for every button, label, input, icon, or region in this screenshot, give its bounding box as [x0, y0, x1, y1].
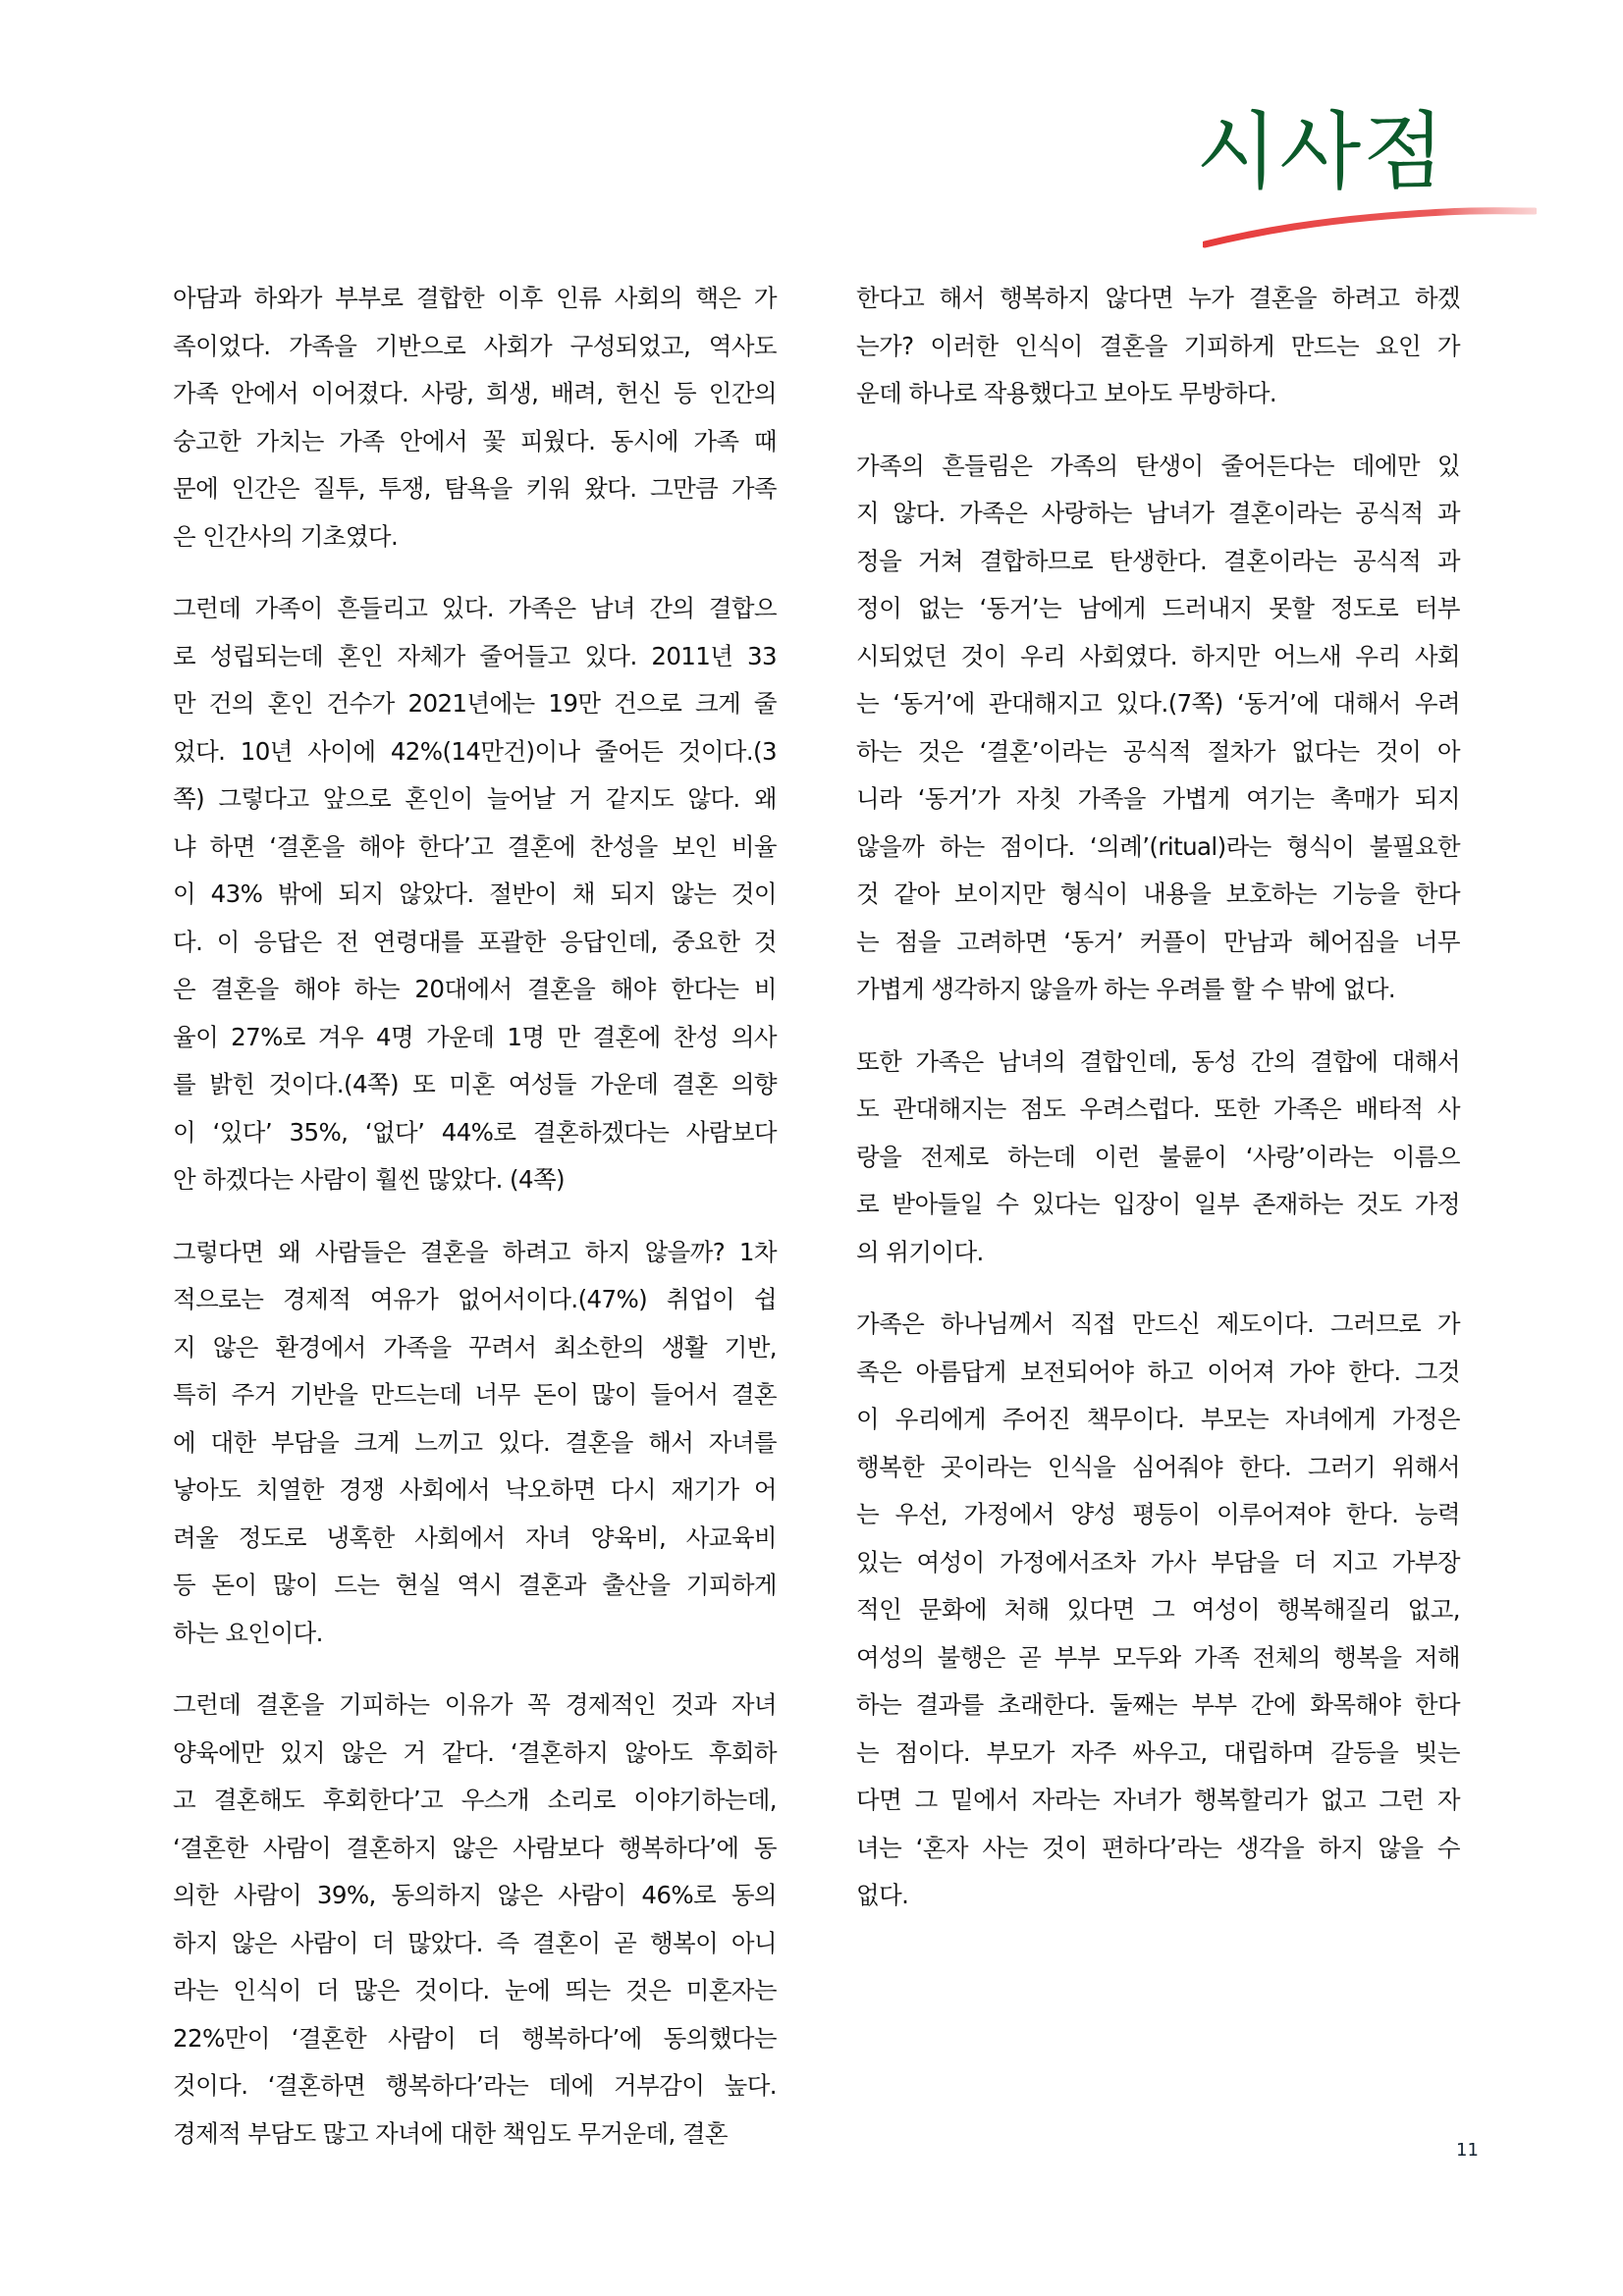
text-line: 특히 주거 기반을 만드는데 너무 돈이 많이 들어서 결혼	[173, 1380, 777, 1409]
text-line: 안 하겠다는 사람이 훨씬 많았다. (4쪽)	[173, 1165, 565, 1194]
text-line: 하는 결과를 초래한다. 둘째는 부부 간에 화목해야 한다	[856, 1690, 1460, 1719]
paragraph	[856, 1301, 1460, 1920]
text-line: 는가? 이러한 인식이 결혼을 기피하게 만드는 요인 가	[856, 331, 1460, 360]
text-line: 운데 하나로 작용했다고 보아도 무방하다.	[856, 379, 1277, 407]
text-line: 랑을 전제로 하는데 이런 불륜이 ‘사랑’이라는 이름으	[856, 1142, 1460, 1171]
text-line: 적으로는 경제적 여유가 없어서이다.(47%) 취업이 쉽	[173, 1285, 777, 1313]
text-line: 경제적 부담도 많고 자녀에 대한 책임도 무거운데, 결혼	[173, 2118, 728, 2148]
text-line: 시되었던 것이 우리 사회였다. 하지만 어느새 우리 사회	[856, 641, 1460, 670]
text-line: 그렇다면 왜 사람들은 결혼을 하려고 하지 않을까? 1차	[173, 1237, 777, 1266]
text-line: 것 같아 보이지만 형식이 내용을 보호하는 기능을 한다	[856, 880, 1460, 908]
text-line: 족은 아름답게 보전되어야 하고 이어져 가야 한다. 그것	[856, 1357, 1460, 1386]
text-line: 라는 인식이 더 많은 것이다. 눈에 띄는 것은 미혼자는	[173, 1976, 777, 2004]
text-line: 도 관대해지는 점도 우려스럽다. 또한 가족은 배타적 사	[856, 1095, 1460, 1123]
text-line: 는 우선, 가정에서 양성 평등이 이루어져야 한다. 능력	[856, 1500, 1460, 1528]
text-line: 고 결혼해도 후회한다’고 우스개 소리로 이야기하는데,	[173, 1786, 777, 1814]
text-line: 녀는 ‘혼자 사는 것이 편하다’라는 생각을 하지 않을 수	[856, 1833, 1460, 1862]
text-line: 22%만이 ‘결혼한 사람이 더 행복하다’에 동의했다는	[173, 2023, 777, 2053]
text-line: 정이 없는 ‘동거’는 남에게 드러내지 못할 정도로 터부	[856, 594, 1460, 622]
text-line: 다면 그 밑에서 자라는 자녀가 행복할리가 없고 그런 자	[856, 1786, 1460, 1814]
paragraph	[856, 443, 1460, 1014]
text-line: 의한 사람이 39%, 동의하지 않은 사람이 46%로 동의	[173, 1881, 777, 1909]
text-line: ‘결혼한 사람이 결혼하지 않은 사람보다 행복하다’에 동	[173, 1833, 777, 1862]
text-line: 는 ‘동거’에 관대해지고 있다.(7쪽) ‘동거’에 대해서 우려	[856, 689, 1460, 718]
text-line: 그런데 가족이 흔들리고 있다. 가족은 남녀 간의 결합으	[173, 594, 777, 622]
text-line: 는 점이다. 부모가 자주 싸우고, 대립하며 갈등을 빚는	[856, 1737, 1460, 1767]
text-line: 한다고 해서 행복하지 않다면 누가 결혼을 하려고 하겠	[856, 284, 1460, 312]
paragraph	[173, 1229, 777, 1658]
text-line: 행복한 곳이라는 인식을 심어줘야 한다. 그러기 위해서	[856, 1452, 1460, 1481]
text-line: 율이 27%로 겨우 4명 가운데 1명 만 결혼에 찬성 의사	[173, 1022, 777, 1051]
text-line: 를 밝힌 것이다.(4쪽) 또 미혼 여성들 가운데 결혼 의향	[173, 1070, 777, 1098]
page-number: 11	[1456, 2140, 1479, 2161]
text-line: 었다. 10년 사이에 42%(14만건)이나 줄어든 것이다.(3	[173, 736, 777, 766]
text-line: 는 점을 고려하면 ‘동거’ 커플이 만남과 헤어짐을 너무	[856, 927, 1460, 956]
text-line: 은 결혼을 해야 하는 20대에서 결혼을 해야 한다는 비	[173, 975, 777, 1003]
text-line: 그런데 결혼을 기피하는 이유가 꼭 경제적인 것과 자녀	[173, 1690, 777, 1719]
paragraph	[173, 275, 777, 561]
text-line: 가족 안에서 이어졌다. 사랑, 희생, 배려, 헌신 등 인간의	[173, 379, 777, 407]
text-line: 적인 문화에 처해 있다면 그 여성이 행복해질리 없고,	[856, 1595, 1460, 1624]
text-line: 낳아도 치열한 경쟁 사회에서 낙오하면 다시 재기가 어	[173, 1475, 777, 1504]
text-line: 은 인간사의 기초였다.	[173, 521, 399, 551]
text-line: 또한 가족은 남녀의 결합인데, 동성 간의 결합에 대해서	[856, 1046, 1460, 1076]
text-line: 의 위기이다.	[856, 1237, 984, 1266]
paragraph	[173, 585, 777, 1204]
text-line: 지 않다. 가족은 사랑하는 남녀가 결혼이라는 공식적 과	[856, 499, 1460, 527]
text-line: 정을 거쳐 결합하므로 탄생한다. 결혼이라는 공식적 과	[856, 546, 1460, 575]
text-line: 숭고한 가치는 가족 안에서 꽃 피웠다. 동시에 가족 때	[173, 426, 777, 455]
text-line: 로 성립되는데 혼인 자체가 줄어들고 있다. 2011년 33	[173, 641, 777, 670]
text-line: 이 ‘있다’ 35%, ‘없다’ 44%로 결혼하겠다는 사람보다	[173, 1117, 777, 1147]
text-line: 등 돈이 많이 드는 현실 역시 결혼과 출산을 기피하게	[173, 1571, 777, 1599]
text-line: 없다.	[856, 1881, 909, 1909]
text-line: 않을까 하는 점이다. ‘의례’(ritual)라는 형식이 불필요한	[856, 831, 1460, 861]
text-line: 로 받아들일 수 있다는 입장이 일부 존재하는 것도 가정	[856, 1190, 1460, 1218]
text-line: 냐 하면 ‘결혼을 해야 한다’고 결혼에 찬성을 보인 비율	[173, 831, 777, 861]
text-line: 니라 ‘동거’가 자칫 가족을 가볍게 여기는 촉매가 되지	[856, 784, 1460, 813]
paragraph	[856, 275, 1460, 418]
text-line: 가족은 하나님께서 직접 만드신 제도이다. 그러므로 가	[856, 1309, 1460, 1338]
text-line: 가족의 흔들림은 가족의 탄생이 줄어든다는 데에만 있	[856, 451, 1460, 480]
paragraph	[856, 1039, 1460, 1277]
left-column	[173, 275, 777, 2182]
text-line: 아담과 하와가 부부로 결합한 이후 인류 사회의 핵은 가	[173, 284, 777, 312]
text-line: 에 대한 부담을 크게 느끼고 있다. 결혼을 해서 자녀를	[173, 1427, 777, 1457]
text-line: 이 우리에게 주어진 책무이다. 부모는 자녀에게 가정은	[856, 1405, 1460, 1433]
text-line: 이 43% 밖에 되지 않았다. 절반이 채 되지 않는 것이	[173, 880, 777, 908]
text-line: 려울 정도로 냉혹한 사회에서 자녀 양육비, 사교육비	[173, 1522, 777, 1552]
paragraph	[173, 1682, 777, 2158]
text-line: 하지 않은 사람이 더 많았다. 즉 결혼이 곧 행복이 아니	[173, 1928, 777, 1957]
text-line: 양육에만 있지 않은 거 같다. ‘결혼하지 않아도 후회하	[173, 1737, 777, 1767]
text-line: 하는 것은 ‘결혼’이라는 공식적 절차가 없다는 것이 아	[856, 736, 1460, 766]
text-line: 것이다. ‘결혼하면 행복하다’라는 데에 거부감이 높다.	[173, 2071, 777, 2100]
right-column	[856, 275, 1460, 1945]
page-title: 시사점	[1196, 103, 1447, 201]
text-line: 가볍게 생각하지 않을까 하는 우려를 할 수 밖에 없다.	[856, 975, 1396, 1003]
brush-underline	[1203, 201, 1537, 250]
text-line: 만 건의 혼인 건수가 2021년에는 19만 건으로 크게 줄	[173, 689, 777, 718]
text-line: 여성의 불행은 곧 부부 모두와 가족 전체의 행복을 저해	[856, 1642, 1460, 1672]
text-line: 다. 이 응답은 전 연령대를 포괄한 응답인데, 중요한 것	[173, 927, 777, 956]
text-line: 있는 여성이 가정에서조차 가사 부담을 더 지고 가부장	[856, 1547, 1460, 1576]
text-line: 족이었다. 가족을 기반으로 사회가 구성되었고, 역사도	[173, 331, 777, 360]
text-line: 쪽) 그렇다고 앞으로 혼인이 늘어날 거 같지도 않다. 왜	[173, 784, 777, 813]
text-line: 문에 인간은 질투, 투쟁, 탐욕을 키워 왔다. 그만큼 가족	[173, 474, 777, 503]
text-line: 하는 요인이다.	[173, 1618, 323, 1647]
text-line: 지 않은 환경에서 가족을 꾸려서 최소한의 생활 기반,	[173, 1332, 777, 1362]
